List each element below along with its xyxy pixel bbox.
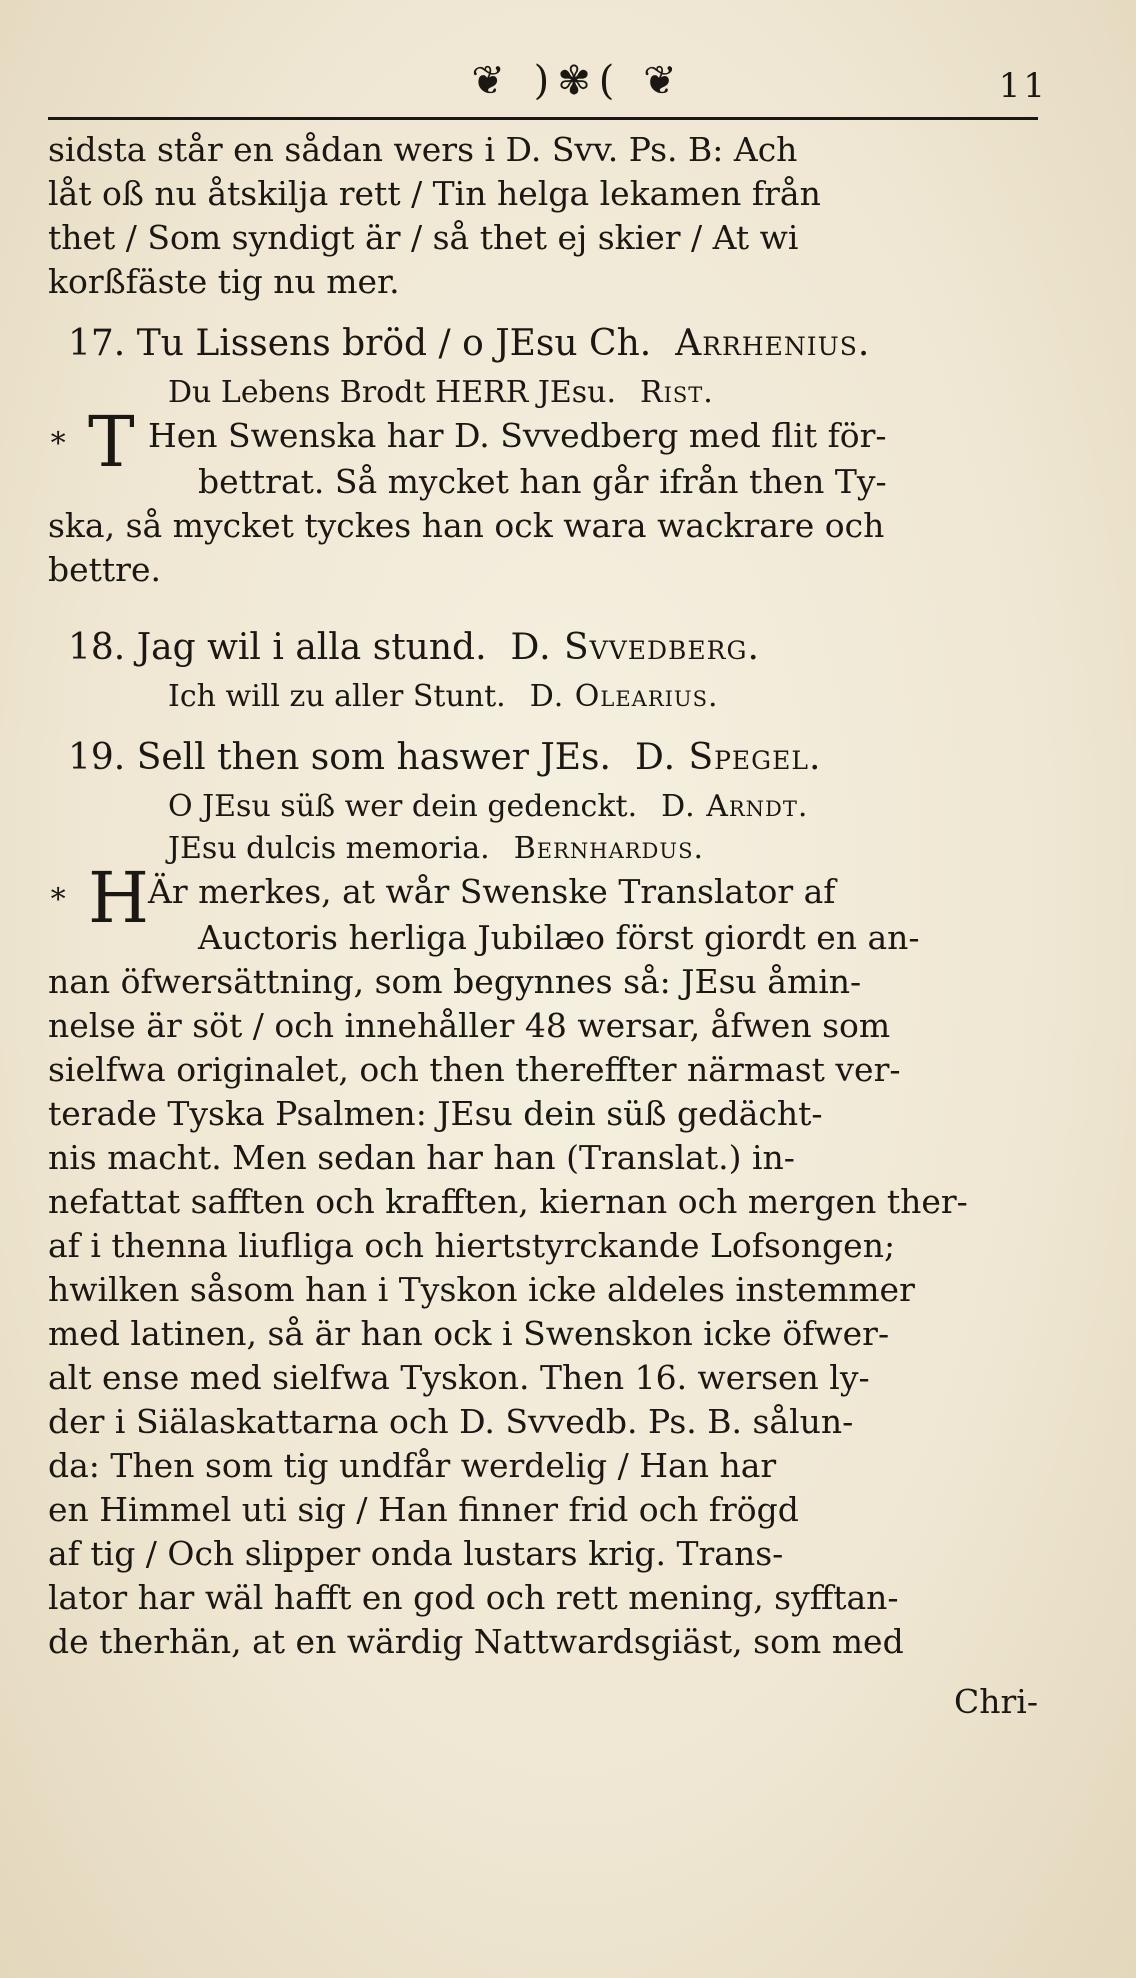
- hymn-title-text: 19. Sell then som haswer JEs.: [68, 737, 611, 778]
- header-rule: [48, 117, 1038, 120]
- text-line: en Himmel uti sig / Han finner frid och frögd: [48, 1490, 799, 1529]
- hymn-source-author: Bernhardus.: [513, 831, 705, 866]
- text-line: sielfwa originalet, och then thereffter närmast ver-: [48, 1050, 901, 1089]
- text-line: bettrat. Så mycket han går ifrån then Ty-: [198, 462, 887, 501]
- text-line: nan öfwersättning, som begynnes så: JEsu åmin-: [48, 962, 862, 1001]
- text-line-content: Är merkes, at wår Swenske Translator af: [148, 872, 836, 911]
- text-line: med latinen, så är han ock i Swenskon icke öfwer-: [48, 1314, 890, 1353]
- hymn-title-text: 17. Tu Lissens bröd / o JEsu Ch.: [68, 323, 652, 364]
- hymn-title: [48, 730, 1038, 786]
- text-line: låt oß nu åtskilja rett / Tin helga lekamen från: [48, 174, 821, 213]
- text-line-content: Hen Swenska har D. Svvedberg med flit för-: [148, 416, 887, 455]
- text-line: af i thenna liufliga och hiertstyrckande Lofsongen;: [48, 1226, 896, 1265]
- hymn-source-text: Ich will zu aller Stunt.: [168, 679, 506, 714]
- note-paragraph-2: [48, 857, 1038, 1721]
- hymn-source: [48, 676, 1038, 718]
- hymn-source: [48, 786, 1038, 828]
- text-line: nelse är söt / och innehåller 48 wersar, åfwen som: [48, 1006, 891, 1045]
- text-line: hwilken såsom han i Tyskon icke aldeles instemmer: [48, 1270, 915, 1309]
- page-number: 11: [998, 66, 1048, 106]
- hymn-source-text: Du Lebens Brodt HERR JEsu.: [168, 375, 616, 410]
- hymn-author: Arrhenius.: [675, 323, 871, 364]
- hymn-entry-17: [48, 316, 1038, 414]
- text-line: alt ense med sielfwa Tyskon. Then 16. wersen ly-: [48, 1358, 870, 1397]
- note-paragraph-1: [48, 401, 1038, 592]
- hymn-source-author: D. Olearius.: [529, 679, 719, 714]
- hymn-source: [48, 372, 1038, 414]
- spacer: [48, 592, 1038, 608]
- asterisk-mark: ∗: [48, 876, 69, 911]
- text-line: ska, så mycket tyckes han ock wara wackrare och: [48, 506, 885, 545]
- hymn-entry-18: [48, 620, 1038, 718]
- paragraph-continuation: [48, 128, 1038, 304]
- hymn-entry-19: [48, 730, 1038, 870]
- text-line: de therhän, at en wärdig Nattwardsgiäst, som med: [48, 1622, 904, 1661]
- hymn-source-text: O JEsu süß wer dein gedenckt.: [168, 789, 638, 824]
- text-line: Auctoris herliga Jubilæo först giordt en an-: [198, 918, 920, 957]
- hymn-title-text: 18. Jag wil i alla stund.: [68, 627, 487, 668]
- page-body: [48, 128, 1038, 1721]
- page-header: [48, 58, 1048, 118]
- text-line: nefattat safften och krafften, kiernan och mergen ther-: [48, 1182, 968, 1221]
- hymn-source-author: D. Arndt.: [661, 789, 809, 824]
- header-ornament: ❦ )✾( ❦: [471, 58, 685, 104]
- drop-capital: T: [88, 401, 135, 483]
- text-line: sidsta står en sådan wers i D. Svv. Ps. B: Ach: [48, 130, 798, 169]
- text-line: bettre.: [48, 550, 161, 589]
- hymn-author: D. Svvedberg.: [510, 627, 760, 668]
- asterisk-mark: ∗: [48, 420, 69, 455]
- text-line: der i Siälaskattarna och D. Svvedb. Ps. B. sålun-: [48, 1402, 854, 1441]
- text-line: korßfäste tig nu mer.: [48, 262, 400, 301]
- hymn-source-author: Rist.: [640, 375, 714, 410]
- hymn-author: D. Spegel.: [634, 737, 822, 778]
- text-line: af tig / Och slipper onda lustars krig. Trans-: [48, 1534, 784, 1573]
- text-line: terade Tyska Psalmen: JEsu dein süß gedächt-: [48, 1094, 823, 1133]
- catchword: Chri-: [954, 1682, 1038, 1721]
- hymn-source-text: JEsu dulcis memoria.: [168, 831, 490, 866]
- hymn-title: [48, 620, 1038, 676]
- hymn-source-latin: [48, 828, 1038, 870]
- text-line: lator har wäl hafft en god och rett mening, syfftan-: [48, 1578, 899, 1617]
- text-line: da: Then som tig undfår werdelig / Han har: [48, 1446, 777, 1485]
- text-line: thet / Som syndigt är / så thet ej skier / At wi: [48, 218, 799, 257]
- text-line: nis macht. Men sedan har han (Translat.) in-: [48, 1138, 795, 1177]
- hymn-title: [48, 316, 1038, 372]
- drop-capital: H: [88, 857, 150, 939]
